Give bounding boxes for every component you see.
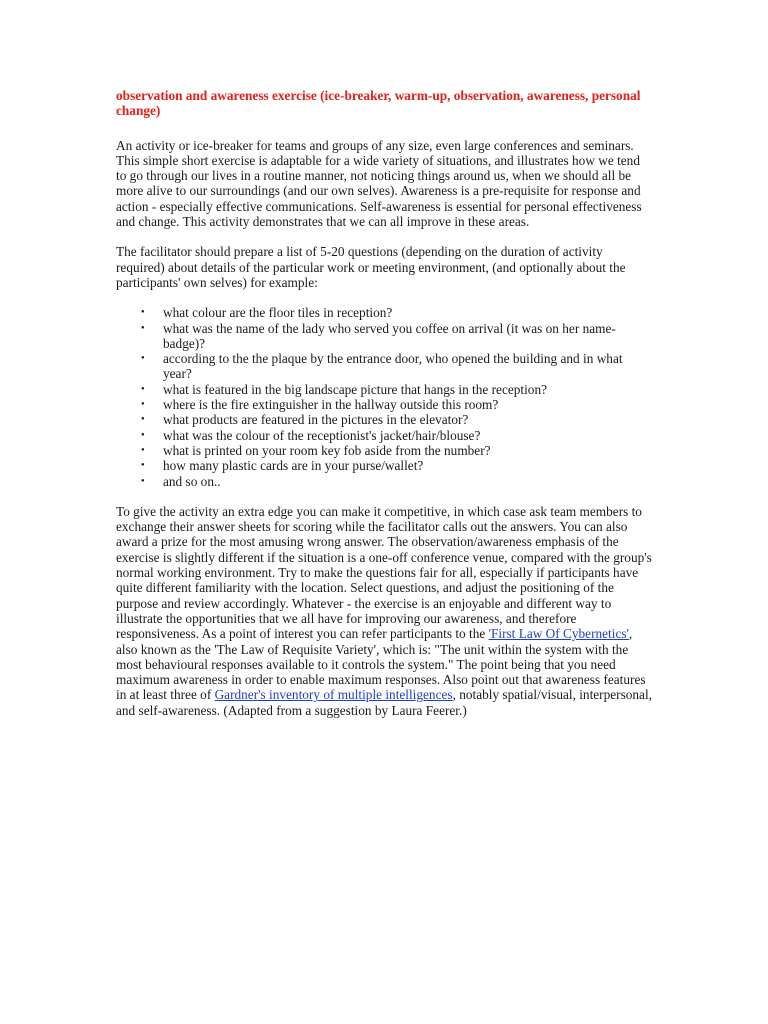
gardner-multiple-intelligences-link[interactable]: Gardner's inventory of multiple intelligences (214, 687, 453, 703)
list-item: ● what was the name of the lady who served you coffee on arrival (it was on her name-badge)? (163, 321, 652, 352)
document-page (116, 88, 652, 733)
list-item: ● what products are featured in the pictures in the elevator? (163, 412, 652, 427)
question-list (116, 305, 652, 489)
list-item: ● where is the fire extinguisher in the hallway outside this room? (163, 397, 652, 412)
closing-text-1: To give the activity an extra edge you can make it competitive, in which case ask team members to exchange their answer sheets for scoring while the facilitator calls out the answers. You can also award a prize for the most amusing wrong answer. The observation/awareness emphasis of the exercise is slightly different if the situation is a one-off conference venue, compared with the group's normal working environment. Try to make the questions fair for all, especially if participants have quite different familiarity with the location. Select questions, and adjust the positioning of the purpose and review accordingly. Whatever - the exercise is an enjoyable and different way to illustrate the opportunities that we all have for improving our awareness, and therefore responsiveness. As a point of interest you can refer participants to the (116, 503, 652, 642)
facilitator-paragraph: The facilitator should prepare a list of 5-20 questions (depending on the duration of activity required) about details of the particular work or meeting environment, (and optionally about the participants' own selves) for example: (116, 244, 626, 290)
list-item: ● what was the colour of the receptionist's jacket/hair/blouse? (163, 428, 652, 443)
list-item: ● and so on.. (163, 474, 652, 489)
closing-paragraph (116, 504, 652, 718)
closing-text-2: , also known as the 'The Law of Requisite Variety', which is: "The unit within the system with the most behavioural responses available to it controls the system." The point being that you need maximum awareness in order to enable maximum responses. Also point out that awareness features in at least three of (116, 626, 646, 703)
list-item: ● what is featured in the big landscape picture that hangs in the reception? (163, 382, 652, 397)
first-law-of-cybernetics-link[interactable]: 'First Law Of Cybernetics' (488, 626, 629, 642)
list-item: ● what colour are the floor tiles in reception? (163, 305, 652, 320)
list-item: ● according to the the plaque by the entrance door, who opened the building and in what year? (163, 351, 652, 382)
document-title: observation and awareness exercise (ice-breaker, warm-up, observation, awareness, personal change) (116, 88, 641, 119)
intro-paragraph: An activity or ice-breaker for teams and groups of any size, even large conferences and seminars. This simple short exercise is adaptable for a wide variety of situations, and illustrates how we tend to go through our lives in a routine manner, not noticing things around us, when we should all be more alive to our surroundings (and our own selves). Awareness is a pre-requisite for response and action - especially effective communications. Self-awareness is essential for personal effectiveness and change. This activity demonstrates that we can all improve in these areas. (116, 137, 642, 230)
closing-text-3: , notably spatial/visual, interpersonal, and self-awareness. (Adapted from a suggestion by Laura Feerer.) (116, 687, 652, 718)
list-item: ● how many plastic cards are in your purse/wallet? (163, 458, 652, 473)
list-item: ● what is printed on your room key fob aside from the number? (163, 443, 652, 458)
